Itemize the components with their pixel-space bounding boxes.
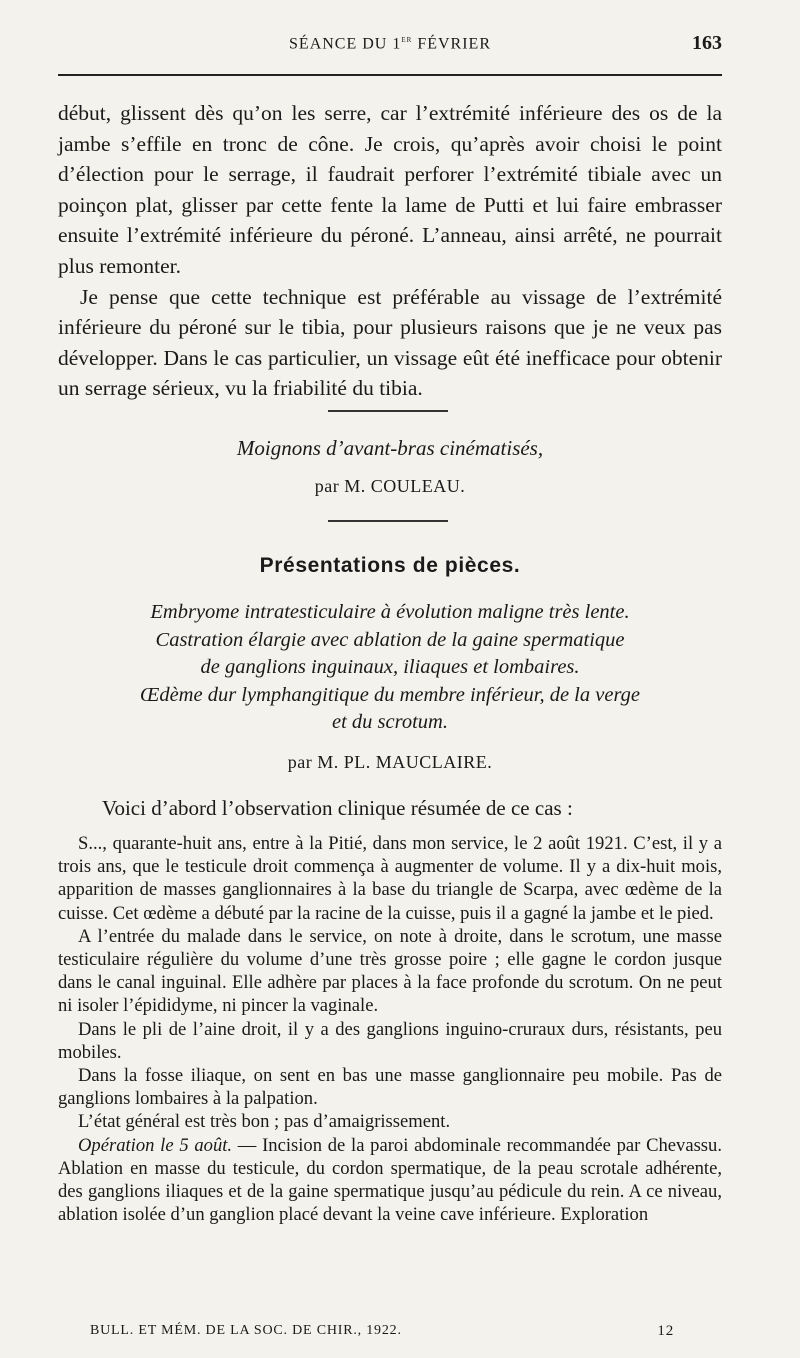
- running-head-title: [289, 34, 491, 53]
- article-title-line: Castration élargie avec ablation de la gaine spermatique: [155, 628, 625, 651]
- section-divider: [328, 410, 448, 412]
- article-byline: par M. PL. MAUCLAIRE.: [287, 752, 493, 772]
- article-byline: par M. COULEAU.: [314, 476, 466, 496]
- paragraph: A l’entrée du malade dans le service, on note à droite, dans le scrotum, une masse testiculaire régulière du volume d’une très grosse poire ; elle gagne le cordon jusque dans le canal inguinal. Elle adhère par places à la face profonde du scrotum. On ne peut ni isoler l’épididyme, ni pincer la vaginale.: [58, 925, 722, 1017]
- footer-signature: 12: [657, 1323, 674, 1339]
- running-head-title-part: FÉVRIER: [412, 35, 491, 53]
- article-title-line: Embryome intratesticulaire à évolution maligne très lente.: [150, 601, 630, 623]
- running-head: [58, 34, 722, 53]
- footer-journal: BULL. ET MÉM. DE LA SOC. DE CHIR., 1922.: [90, 1323, 402, 1338]
- paragraph: Je pense que cette technique est préférable au vissage de l’extrémité inférieure du péroné sur le tibia, pour plusieurs raisons que je ne veux pas développer. Dans le cas particulier, un vissage eût été inefficace pour obtenir un serrage sérieux, vu la friabilité du tibia.: [58, 284, 722, 401]
- operation-text: — Incision de la paroi abdominale recommandée par Chevassu. Ablation en masse du testicule, du cordon spermatique, de la peau scrotale adhérente, des ganglions iliaques et de la gaine spermatique jusqu’au pédicule du rein. A ce niveau, ablation isolée d’un ganglion placé devant la veine cave inférieure. Exploration: [58, 1134, 722, 1226]
- case-report: [58, 832, 722, 1226]
- section-heading: Présentations de pièces.: [259, 554, 521, 577]
- continued-text: [58, 98, 722, 404]
- page-footer: [90, 1323, 722, 1339]
- running-head-superscript: er: [401, 34, 413, 45]
- page-number: 163: [692, 32, 722, 54]
- paragraph: L’état général est très bon ; pas d’amaigrissement.: [78, 1111, 451, 1133]
- paragraph: début, glissent dès qu’on les serre, car l’extrémité inférieure des os de la jambe s’effile en tronc de cône. Je crois, qu’après avoir choisi le point d’élection pour le serrage, il faudrait perforer l’extrémité tibiale avec un poinçon plat, glisser par cette fente la lame de Putti et lui faire embrasser ensuite l’extrémité inférieure du péroné. L’anneau, ainsi arrêté, ne pourrait plus remonter.: [58, 101, 722, 278]
- paragraph: S..., quarante-huit ans, entre à la Pitié, dans mon service, le 2 août 1921. C’est, il y a trois ans, que le testicule droit commença à augmenter de volume. Il y a dix-huit mois, apparition de masses ganglionnaires à la base du triangle de Scarpa, avec œdème de la cuisse. Cet œdème a débuté par la racine de la cuisse, puis il a gagné la jambe et le pied.: [58, 833, 722, 924]
- running-head-title-part: SÉANCE DU 1: [289, 35, 402, 53]
- article-title: Moignons d’avant-bras cinématisés,: [236, 436, 544, 460]
- article-title-line: de ganglions inguinaux, iliaques et lombaires.: [200, 656, 580, 678]
- operation-label: Opération le 5 août.: [78, 1134, 233, 1156]
- lead-sentence: Voici d’abord l’observation clinique résumée de ce cas :: [102, 796, 573, 820]
- operation-paragraph: [58, 1134, 722, 1227]
- article-title-block: [58, 599, 722, 737]
- header-rule: [58, 74, 722, 76]
- paragraph: Dans la fosse iliaque, on sent en bas une masse ganglionnaire peu mobile. Pas de ganglions lombaires à la palpation.: [58, 1065, 722, 1110]
- section-divider: [328, 520, 448, 522]
- paragraph: Dans le pli de l’aine droit, il y a des ganglions inguino-cruraux durs, résistants, peu mobiles.: [58, 1018, 722, 1063]
- article-title-line: et du scrotum.: [332, 711, 448, 733]
- article-title-line: Œdème dur lymphangitique du membre inférieur, de la verge: [139, 683, 641, 706]
